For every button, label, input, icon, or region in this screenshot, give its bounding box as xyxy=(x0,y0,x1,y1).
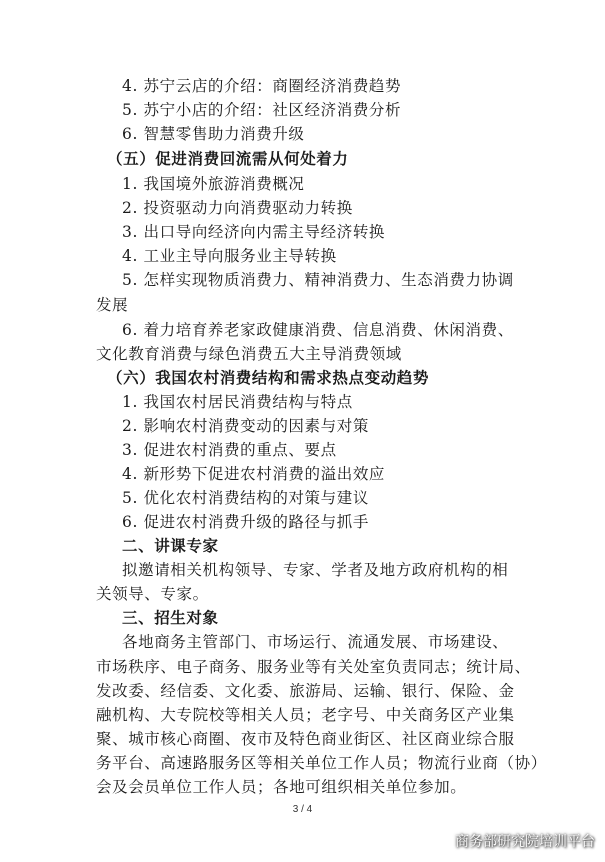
text-line: 1. 我国境外旅游消费概况 xyxy=(122,175,305,193)
text-line: 6. 智慧零售助力消费升级 xyxy=(122,125,305,143)
text-line: 6. 着力培育养老家政健康消费、信息消费、休闲消费、 xyxy=(122,321,514,339)
section-heading: （五）促进消费回流需从何处着力 xyxy=(107,150,349,168)
text-line: 文化教育消费与绿色消费五大主导消费领域 xyxy=(96,345,402,363)
text-line: 5. 苏宁小店的介绍：社区经济消费分析 xyxy=(122,101,402,119)
text-line: 1. 我国农村居民消费结构与特点 xyxy=(122,393,353,411)
section-heading: （六）我国农村消费结构和需求热点变动趋势 xyxy=(107,369,430,387)
text-line: 各地商务主管部门、市场运行、流通发展、市场建设、 xyxy=(122,633,509,651)
watermark xyxy=(425,826,595,856)
wechat-icon xyxy=(425,829,449,853)
text-line: 会及会员单位工作人员；各地可组织相关单位参加。 xyxy=(96,778,467,796)
section-heading: 二、讲课专家 xyxy=(122,537,219,555)
text-line: 发改委、经信委、文化委、旅游局、运输、银行、保险、金 xyxy=(96,682,515,700)
text-line: 聚、城市核心商圈、夜市及特色商业街区、社区商业综合服 xyxy=(96,730,515,748)
text-line: 5. 优化农村消费结构的对策与建议 xyxy=(122,489,369,507)
text-line: 3. 出口导向经济向内需主导经济转换 xyxy=(122,223,386,241)
page-number: 3 / 4 xyxy=(292,804,313,815)
text-line: 2. 影响农村消费变动的因素与对策 xyxy=(122,417,369,435)
text-line: 6. 促进农村消费升级的路径与抓手 xyxy=(122,513,369,531)
text-line: 融机构、大专院校等相关人员；老字号、中关商务区产业集 xyxy=(96,706,515,724)
text-line: 市场秩序、电子商务、服务业等有关处室负责同志；统计局、 xyxy=(96,658,531,676)
text-line: 5. 怎样实现物质消费力、精神消费力、生态消费力协调 xyxy=(122,271,514,289)
watermark-text: 商务部研究院培训平台 xyxy=(455,834,595,850)
text-line: 务平台、高速路服务区等相关单位工作人员；物流行业商（协） xyxy=(96,754,547,772)
text-line: 4. 新形势下促进农村消费的溢出效应 xyxy=(122,465,386,483)
section-heading: 三、招生对象 xyxy=(122,609,219,627)
text-line: 4. 苏宁云店的介绍：商圈经济消费趋势 xyxy=(122,77,402,95)
text-line: 3. 促进农村消费的重点、要点 xyxy=(122,441,337,459)
text-line: 2. 投资驱动力向消费驱动力转换 xyxy=(122,199,353,217)
text-line: 关领导、专家。 xyxy=(96,585,209,603)
text-line: 拟邀请相关机构领导、专家、学者及地方政府机构的相 xyxy=(122,561,509,579)
text-line: 4. 工业主导向服务业主导转换 xyxy=(122,247,337,265)
text-line: 发展 xyxy=(96,296,129,314)
